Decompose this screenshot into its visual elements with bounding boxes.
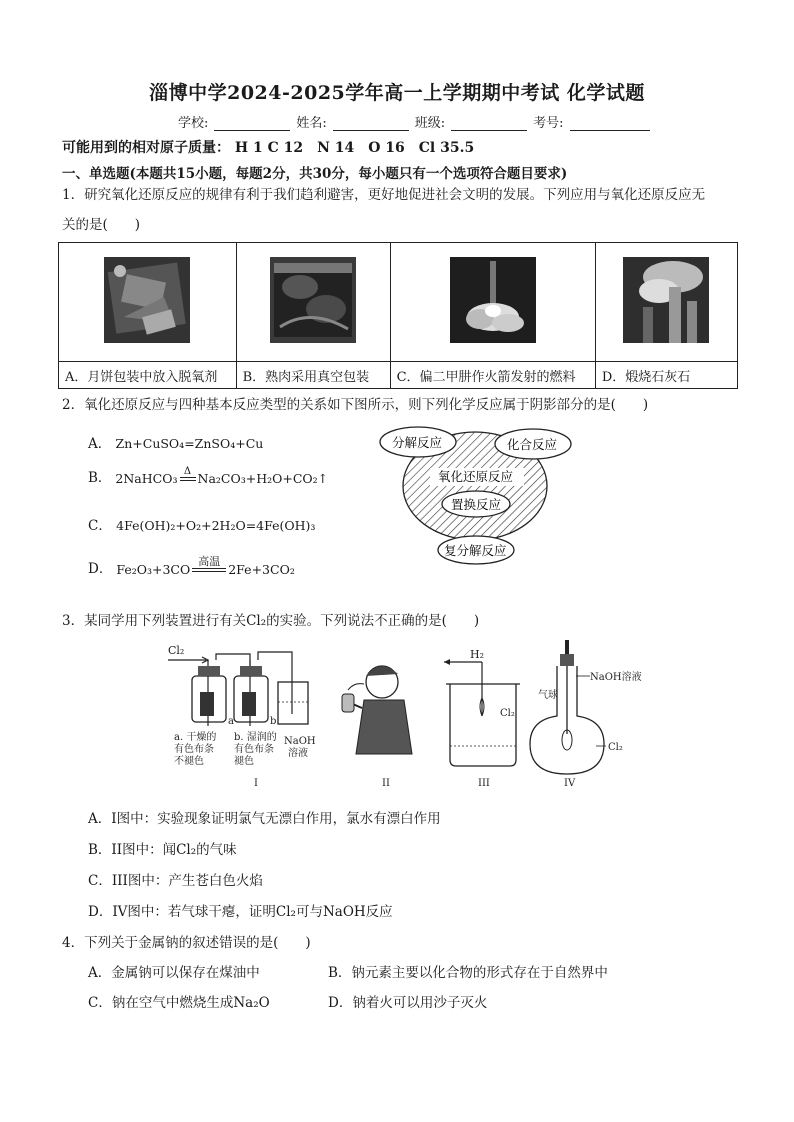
q1-stem-line1: 1．研究氧化还原反应的规律有利于我们趋利避害，更好地促进社会文明的发展。下列应用与氧化还原反应无 xyxy=(62,187,706,203)
q3-option-c[interactable]: C．III图中：产生苍白色火焰 xyxy=(88,873,263,889)
q1-photo-b-cell xyxy=(236,243,390,362)
q4-option-c[interactable]: C．钠在空气中燃烧生成Na₂O xyxy=(88,995,270,1011)
fig3-numeral: III xyxy=(478,778,490,789)
q4-stem: 4．下列关于金属钠的叙述错误的是( ) xyxy=(62,935,311,951)
fig4-cl2-label: Cl₂ xyxy=(608,742,623,753)
q3-option-a[interactable]: A．I图中：实验现象证明氯气无漂白作用，氯水有漂白作用 xyxy=(88,811,441,827)
school-label: 学校: xyxy=(178,116,209,131)
q2-option-d-arrow xyxy=(192,556,226,577)
number-label: 考号: xyxy=(533,116,564,131)
school-blank[interactable] xyxy=(214,116,290,131)
q2-option-d-right: 2Fe+3CO₂ xyxy=(228,562,295,577)
lime-kiln-photo xyxy=(623,257,709,343)
q3-option-b[interactable]: B．II图中：闻Cl₂的气味 xyxy=(88,842,237,858)
q2-option-c-equation: 4Fe(OH)₂+O₂+2H₂O=4Fe(OH)₃ xyxy=(116,518,316,533)
q2-option-d-label: D． xyxy=(88,561,113,577)
fig1-label-b: b xyxy=(270,716,277,727)
q1-photo-d-cell xyxy=(595,243,737,362)
number-blank[interactable] xyxy=(570,116,650,131)
q2-option-a-equation: Zn+CuSO₄=ZnSO₄+Cu xyxy=(115,436,264,451)
q1-photo-c-cell xyxy=(390,243,595,362)
decomposition-label: 分解反应 xyxy=(392,435,443,450)
q2-option-d-equal-sign xyxy=(192,568,226,572)
vacuum-meat-photo xyxy=(270,257,356,343)
fig2-person-sniffing xyxy=(342,666,412,754)
q2-option-b-equal-sign xyxy=(180,477,196,481)
fig1-note-a1: a. 干燥的 xyxy=(174,732,217,743)
q1-photo-a-cell xyxy=(59,243,237,362)
q2-option-b-left: 2NaHCO₃ xyxy=(115,471,178,486)
section-heading: 一、单选题(本题共15小题，每题2分，共30分，每小题只有一个选项符合题目要求) xyxy=(62,166,568,182)
q4-option-a[interactable]: A．金属钠可以保存在煤油中 xyxy=(88,965,260,981)
combination-label: 化合反应 xyxy=(507,437,558,452)
q2-option-a-label: A． xyxy=(88,436,112,452)
fig1-naoh-solution: 溶液 xyxy=(288,748,308,759)
fig1-label-a: a xyxy=(228,716,234,727)
q1-option-d[interactable]: D．煅烧石灰石 xyxy=(595,362,737,389)
q4-option-b[interactable]: B．钠元素主要以化合物的形式存在于自然界中 xyxy=(328,965,608,981)
fig4-numeral: IV xyxy=(564,778,576,789)
rocket-launch-photo xyxy=(450,257,536,343)
fig1-note-b2: 有色布条 xyxy=(234,744,274,755)
q2-option-b[interactable] xyxy=(88,466,328,486)
fig1-note-a3: 不褪色 xyxy=(174,756,204,767)
q2-option-b-condition: Δ xyxy=(183,466,192,477)
fig3-cl2-label: Cl₂ xyxy=(500,708,515,719)
fig1-note-b1: b. 湿润的 xyxy=(234,732,277,743)
q2-option-b-label: B． xyxy=(88,470,112,486)
q1-option-b[interactable]: B．熟肉采用真空包装 xyxy=(236,362,390,389)
q2-option-c-label: C． xyxy=(88,518,112,534)
q2-option-b-right: Na₂CO₃+H₂O+CO₂↑ xyxy=(197,471,329,486)
fig1-numeral: I xyxy=(254,778,258,789)
q2-stem: 2．氧化还原反应与四种基本反应类型的关系如下图所示，则下列化学反应属于阴影部分的是( ) xyxy=(62,397,649,413)
q1-image-table xyxy=(58,242,738,389)
fig1-cl2-label: Cl₂ xyxy=(168,644,185,657)
displacement-label: 置换反应 xyxy=(451,497,502,512)
page-title: 淄博中学2024-2025学年高一上学期期中考试 化学试题 xyxy=(149,82,645,104)
q2-option-c[interactable] xyxy=(88,514,315,534)
q2-option-a[interactable] xyxy=(88,432,263,452)
student-info xyxy=(178,112,650,131)
fig3-h2-label: H₂ xyxy=(470,648,485,661)
class-label: 班级: xyxy=(414,116,446,131)
q2-option-d-condition: 高温 xyxy=(198,555,221,568)
reaction-venn-diagram xyxy=(376,420,576,574)
class-blank[interactable] xyxy=(451,116,527,131)
q4-option-d[interactable]: D．钠着火可以用沙子灭火 xyxy=(328,995,488,1011)
fig1-note-b3: 褪色 xyxy=(234,756,254,767)
redox-label: 氧化还原反应 xyxy=(438,469,514,484)
q2-option-d[interactable] xyxy=(88,556,295,577)
double-decomposition-label: 复分解反应 xyxy=(444,543,507,558)
q2-option-b-arrow xyxy=(180,467,196,486)
q2-option-d-left: Fe₂O₃+3CO xyxy=(116,562,191,577)
q1-stem-line2: 关的是( ) xyxy=(62,217,141,233)
name-blank[interactable] xyxy=(333,116,409,131)
q1-option-a[interactable]: A．月饼包装中放入脱氧剂 xyxy=(59,362,237,389)
fig1-naoh: NaOH xyxy=(284,736,316,747)
fig1-note-a2: 有色布条 xyxy=(174,744,214,755)
atomic-mass-line: 可能用到的相对原子质量： H 1 C 12 N 14 O 16 Cl 35.5 xyxy=(62,140,475,156)
fig4-naoh-label: NaOH溶液 xyxy=(590,672,642,683)
fig2-numeral: II xyxy=(382,778,390,789)
fig4-balloon-label: 气球 xyxy=(538,690,558,701)
name-label: 姓名: xyxy=(296,116,327,131)
q3-option-d[interactable]: D．IV图中：若气球干瘪，证明Cl₂可与NaOH反应 xyxy=(88,904,393,920)
q3-apparatus-figure xyxy=(150,636,670,796)
q1-option-c[interactable]: C．偏二甲肼作火箭发射的燃料 xyxy=(390,362,595,389)
q3-stem: 3．某同学用下列装置进行有关Cl₂的实验。下列说法不正确的是( ) xyxy=(62,613,480,629)
mooncake-package-photo xyxy=(104,257,190,343)
